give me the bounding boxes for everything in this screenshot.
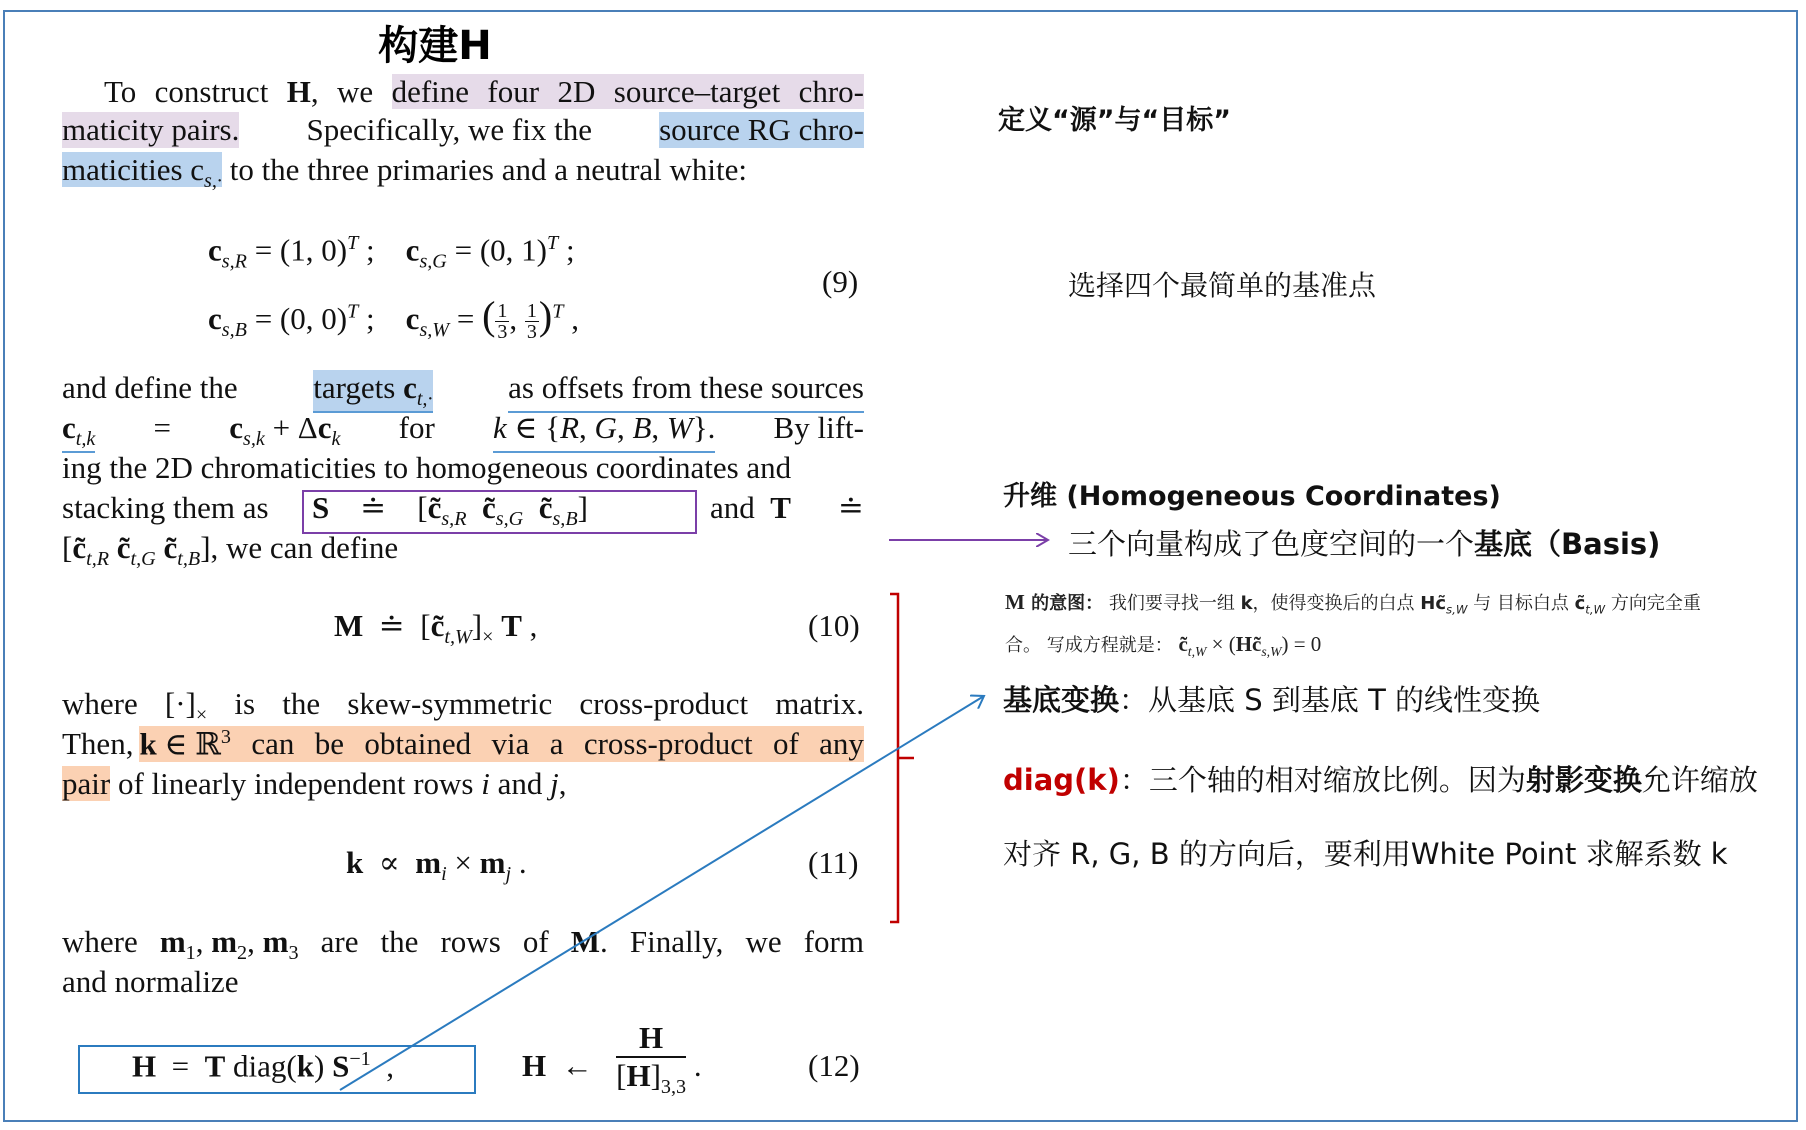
equation-11-number: (11): [808, 845, 859, 880]
equation-10: M ≐ $[c̃_{t,W}]_\times$ T ,: [334, 608, 538, 649]
equation-12-right: H ← $\frac{H}{[H]_{3,3}}$ .: [522, 1020, 702, 1099]
note-basis: 三个向量构成了色度空间的一个基底（Basis): [1068, 527, 1661, 561]
equation-9-row-1: $c_{s,R} = (1$, 0)$^T$ ; $c_{s,G} = (0$, 1)$^T$ ;: [208, 232, 575, 273]
bracket-red: [890, 594, 914, 922]
highlight-k-crossproduct: k ∈ ℝ$^3$ can be obtained via a cross-product of any: [139, 726, 864, 762]
equation-10-number: (10): [808, 608, 860, 643]
paper-p4-line-1: where $m_1$, $m_2$, $m_3$ are the rows of M. Finally, we form: [62, 924, 864, 965]
paper-p2-line-2: $c_{t,k}$ = $c_{s,k} + \Delta c_k$ for k ∈ {R, G, B, W}. By lift-: [62, 410, 864, 453]
paper-p3-line-1: where $[\cdot]_\times$ is the skew-symmetric cross-product matrix.: [62, 686, 864, 727]
paper-p3-line-3: pair of linearly independent rows i and j,: [62, 766, 567, 801]
highlight-source-rg-2: maticities $c_{s,\cdot}$: [62, 152, 222, 193]
paper-p2-line-5: [$c̃_{t,R}$ $c̃_{t,G}$ $c̃_{t,B}$], we can define: [62, 530, 399, 571]
note-define-source-target: 定义“源”与“目标”: [998, 105, 1231, 136]
equation-12-left: H = T diag(k) $S^{-1}$ ,: [132, 1048, 395, 1084]
note-homogeneous: 升维 (Homogeneous Coordinates): [1003, 481, 1501, 512]
equation-9-number: (9): [822, 264, 859, 299]
highlight-define-pairs-2: maticity pairs.: [62, 112, 240, 147]
paper-p4-line-2: and normalize: [62, 964, 239, 999]
equation-11: $k \propto m_i \times m_j$ .: [346, 845, 527, 886]
note-basis-transform: 基底变换：从基底 S 到基底 T 的线性变换: [1003, 683, 1541, 717]
paper-line-2: maticity pairs. Specifically, we fix the source RG chro-: [62, 112, 864, 147]
note-align-rgb: 对齐 R, G, B 的方向后，要利用White Point 求解系数 k: [1003, 837, 1728, 871]
page-title: 构建H: [378, 23, 492, 69]
paper-p2-line-3: ing the 2D chromaticities to homogeneous coordinates and: [62, 450, 792, 485]
paper-p2-line-1: and define the targets $c_{t,\cdot}$ as offsets from these sources: [62, 370, 864, 413]
equation-12-number: (12): [808, 1048, 860, 1083]
highlight-targets: targets $c_{t,\cdot}$: [313, 370, 432, 413]
paper-p3-line-2: Then, k ∈ ℝ$^3$ can be obtained via a cross-product of any: [62, 726, 864, 762]
arrow-diag-to-basis-transform: [340, 696, 984, 1090]
equation-9-row-2: $c_{s,B} = (0$, 0)$^T$ ; $c_{s,W}$ = ( $\frac{1}{3}$ , $\frac{1}{3}$ )$^T$ ,: [208, 293, 579, 344]
highlight-source-rg: source RG chro-: [659, 112, 864, 147]
paper-paragraph-1: To construct H, we define four 2D source–target chro-: [104, 74, 864, 109]
paper-p2-line-4: stacking them as S ≐ [$c̃_{s,R}$ $c̃_{s,G}$ $c̃_{s,B}$] and T ≐: [62, 490, 864, 531]
highlight-define-pairs: define four 2D source–target chro-: [391, 74, 864, 109]
note-m-intent: M 的意图： 我们要寻找一组 k，使得变换后的白点 $Hc̃_{s,W}$ 与 目标白点 $c̃_{t,W}$ 方向完全重 合。 写成方程就是： $c̃_{t,W}$ × $(Hc̃_{s,W}) = 0$: [1005, 590, 1701, 659]
note-choose-basepoints: 选择四个最简单的基准点: [1068, 269, 1377, 302]
paper-line-3: maticities $c_{s,\cdot}$ to the three primaries and a neutral white:: [62, 152, 748, 193]
highlight-pair: pair: [62, 766, 111, 801]
note-diag-k: diag(k)：三个轴的相对缩放比例。因为射影变换允许缩放: [1003, 763, 1758, 797]
